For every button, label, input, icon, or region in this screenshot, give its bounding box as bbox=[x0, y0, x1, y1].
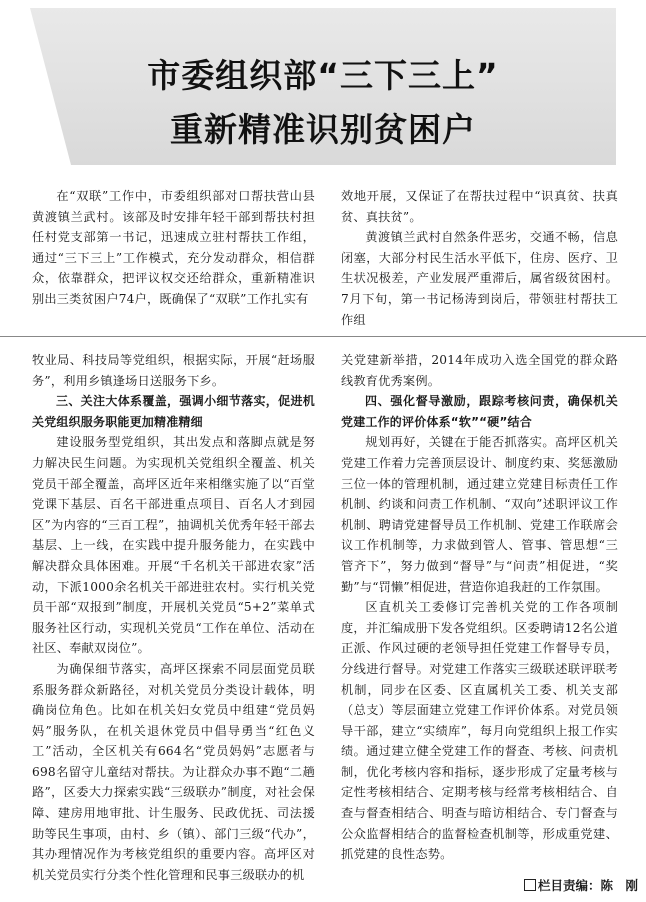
section-heading: 四、强化督导激励，跟踪考核问责，确保机关党建工作的评价体系“软”“硬”结合 bbox=[341, 394, 618, 429]
paragraph: 区直机关工委修订完善机关党的工作各项制度，并汇编成册下发各党组织。区委聘请12名公道正派、作风过硬的老领导担任党建工作督导专员，分线进行督导。对党建工作落实三级联述联评联考机制，同步在区委、区直属机关工委、机关支部（总支）等层面建立党建工作评价体系。对党员领导干部，建立“实绩库”，每月向党组织上报工作实绩。通过建立健全党建工作的督查、考核、问责机制，优化考核内容和指标，逐步形成了定量考核与定性考核相结合、定期考核与经常考核相结合、自查与督查相结合、明查与暗访相结合、专门督查与公众监督相结合的监督检查机制等，形成重党建、抓党建的良性态势。 bbox=[341, 600, 618, 862]
paragraph: 规划再好，关键在于能否抓落实。高坪区机关党建工作着力完善顶层设计、制度约束、奖惩激励三位一体的管理机制，通过建立党建目标责任工作机制、约谈和问责工作机制、“双向”述职评议工作机制、聘请党建督导员工作机制、党建工作联席会议工作机制等，力求做到管人、管事、管思想“三管齐下”，努力做到“督导”与“问责”相促进，“奖勤”与“罚懒”相促进，营造你追我赶的工作氛围。 bbox=[341, 435, 618, 594]
top-left-column bbox=[32, 186, 315, 310]
square-icon bbox=[524, 879, 536, 891]
bottom-right-column bbox=[341, 350, 618, 865]
headline-line-2: 重新精准识别贫困户 bbox=[170, 110, 476, 149]
paragraph: 关党建新举措，2014年成功入选全国党的群众路线教育优秀案例。 bbox=[341, 353, 618, 388]
paragraph: 建设服务型党组织，其出发点和落脚点就是努力解决民生问题。为实现机关党组织全覆盖、机关党员干部全覆盖，高坪区近年来相继实施了以“百堂党课下基层、百名干部进重点项目、百名人才到园区”为内容的“三百工程”，抽调机关优秀年轻干部去基层、上一线，在实践中提升服务能力，在实践中解决群众具体困难。开展“千名机关干部进农家”活动，下派1000余名机关干部进驻农村。实行机关党员干部“双报到”制度，开展机关党员“5+2”菜单式服务社区行动，实现机关党员“工作在单位、活动在社区、奉献双岗位”。 bbox=[32, 435, 315, 656]
paragraph: 效地开展，又保证了在帮扶过程中“识真贫、扶真贫、真扶贫”。 bbox=[341, 189, 618, 224]
paragraph: 在“双联”工作中，市委组织部对口帮扶营山县黄渡镇兰武村。该部及时安排年轻干部到帮扶村担任村党支部第一书记，迅速成立驻村帮扶工作组，通过“三下三上”工作模式，充分发动群众，相信群众，依靠群众，把评议权交还给群众，重新精准识别出三类贫困户74户，既确保了“双联”工作扎实有 bbox=[32, 189, 315, 306]
paragraph: 为确保细节落实，高坪区探索不同层面党员联系服务群众新路径，对机关党员分类设计载体，明确岗位角色。比如在机关妇女党员中组建“党员妈妈”服务队，在机关退休党员中倡导勇当“红色义工”活动，全区机关有664名“党员妈妈”志愿者与698名留守儿童结对帮扶。为让群众办事不跑“二趟路”，区委大力探索实践“三级联办”制度，对社会保障、建房用地审批、计生服务、民政优抚、司法援助等民生事项，由村、乡（镇）、部门三级“代办”，其办理情况作为考核党组织的重要内容。高坪区对机关党员实行分类个性化管理和民事三级联办的机 bbox=[32, 661, 315, 882]
top-right-column bbox=[341, 186, 618, 330]
section-heading: 三、关注大体系覆盖，强调小细节落实，促进机关党组织服务职能更加精准精细 bbox=[32, 394, 315, 429]
paragraph: 黄渡镇兰武村自然条件恶劣，交通不畅，信息闭塞，大部分村民生活水平低下，住房、医疗、卫生状况极差，产业发展严重滞后，属省级贫困村。7月下旬，第一书记杨涛到岗后，带领驻村帮扶工作组 bbox=[341, 230, 618, 327]
bottom-left-column bbox=[32, 350, 315, 885]
editor-credit bbox=[524, 876, 638, 894]
headline-line-1: 市委组织部“三下三上” bbox=[147, 56, 499, 95]
paragraph: 牧业局、科技局等党组织，根据实际，开展“赶场服务”，利用乡镇逢场日送服务下乡。 bbox=[32, 353, 315, 388]
editor-credit-text: 栏目责编：陈 刚 bbox=[538, 878, 639, 893]
section-divider bbox=[0, 336, 646, 337]
